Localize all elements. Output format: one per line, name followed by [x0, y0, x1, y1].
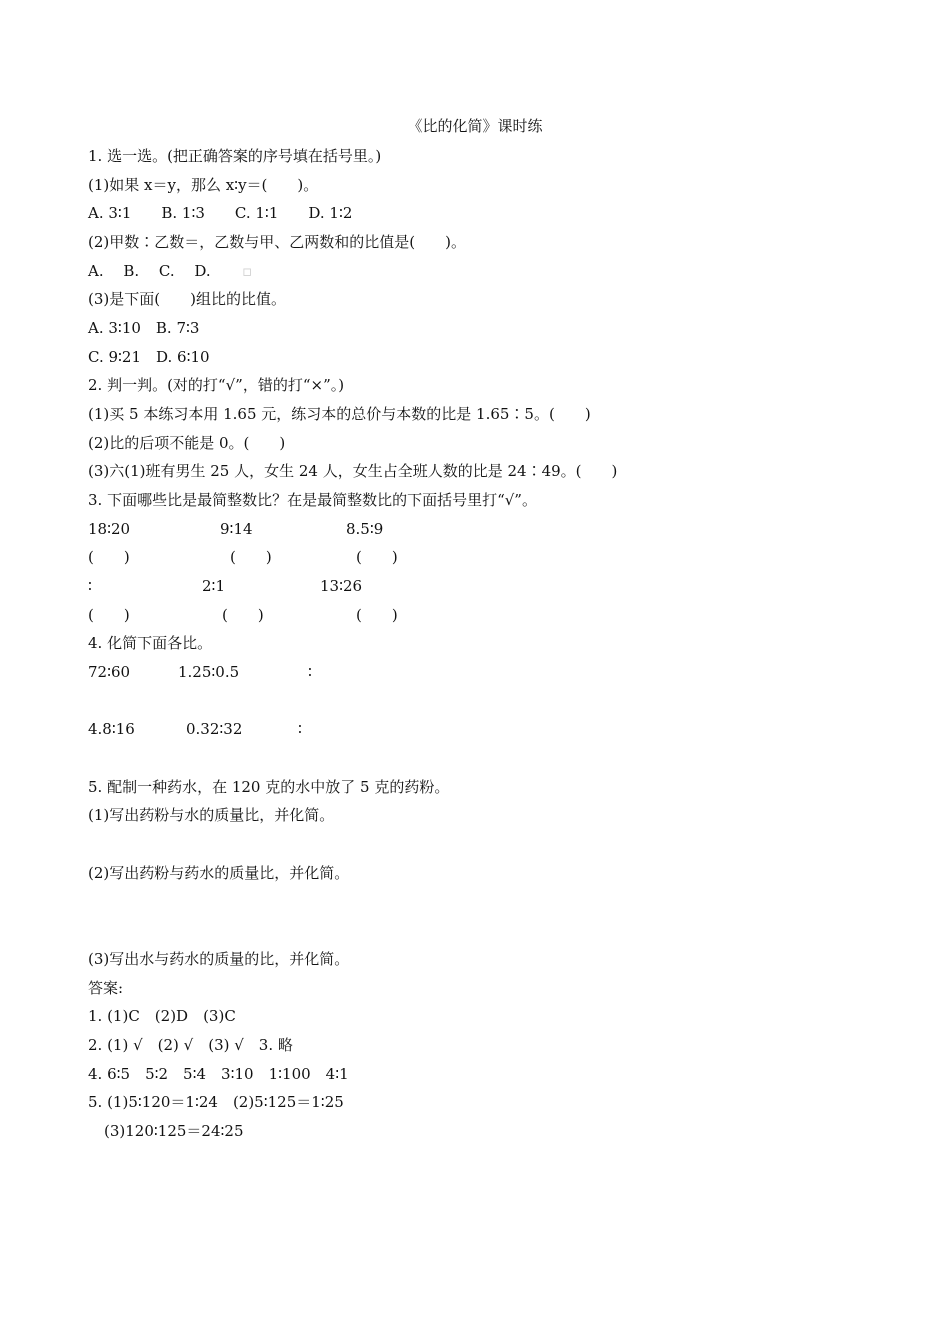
q4-ratio: 1.25∶0.5	[178, 663, 240, 681]
q2-statement2: (2)比的后项不能是 0。( )	[88, 434, 286, 452]
q3-answer-paren: ( )	[356, 606, 398, 624]
q4-ratio: 4.8∶16	[88, 720, 135, 738]
q4-ratio: 0.32∶32	[186, 720, 243, 738]
q3-answer-paren: ( )	[88, 606, 130, 624]
answer-q2-q3: 2. (1) √ (2) √ (3) √ 3. 略	[88, 1036, 293, 1054]
q1-part3-options-ab: A. 3∶10 B. 7∶3	[88, 319, 200, 337]
q1-part1: (1)如果 x＝y，那么 x∶y＝( )。	[88, 176, 319, 194]
q2-heading: 2. 判一判。(对的打“√”，错的打“×”。)	[88, 376, 345, 394]
q3-answer-paren: ( )	[222, 606, 264, 624]
q3-ratio: 9∶14	[220, 520, 253, 538]
q5-part1: (1)写出药粉与水的质量比，并化简。	[88, 806, 335, 824]
q2-statement3: (3)六(1)班有男生 25 人，女生 24 人，女生占全班人数的比是 24∶49。( )	[88, 462, 618, 480]
q3-ratio: 2∶1	[202, 577, 225, 595]
q1-part1-options: A. 3∶1 B. 1∶3 C. 1∶1 D. 1∶2	[88, 204, 353, 222]
q3-ratio: ∶	[88, 577, 92, 595]
faint-mark: ▫	[242, 262, 253, 280]
answer-q4: 4. 6∶5 5∶2 5∶4 3∶10 1∶100 4∶1	[88, 1065, 349, 1083]
q5-part3: (3)写出水与药水的质量的比，并化简。	[88, 950, 350, 968]
q4-ratio: ∶	[298, 720, 302, 738]
q3-ratio: 8.5∶9	[346, 520, 384, 538]
answers-label: 答案:	[88, 979, 124, 997]
q4-ratio: 72∶60	[88, 663, 131, 681]
q4-ratio: ∶	[308, 663, 312, 681]
q3-answer-paren: ( )	[356, 548, 398, 566]
q2-statement1: (1)买 5 本练习本用 1.65 元，练习本的总价与本数的比是 1.65∶5。( )	[88, 405, 591, 423]
q1-part3: (3)是下面( )组比的比值。	[88, 290, 286, 308]
worksheet-title: 《比的化简》课时练	[407, 117, 543, 135]
q1-part2-options: A. B. C. D.	[88, 262, 211, 280]
q3-answer-paren: ( )	[230, 548, 272, 566]
q3-ratio: 13∶26	[320, 577, 363, 595]
q1-part3-options-cd: C. 9∶21 D. 6∶10	[88, 348, 210, 366]
q5-heading: 5. 配制一种药水，在 120 克的水中放了 5 克的药粉。	[88, 778, 450, 796]
q5-part2: (2)写出药粉与药水的质量比，并化简。	[88, 864, 350, 882]
q4-heading: 4. 化简下面各比。	[88, 634, 213, 652]
q3-heading: 3. 下面哪些比是最简整数比？在是最简整数比的下面括号里打“√”。	[88, 491, 537, 509]
q3-ratio: 18∶20	[88, 520, 131, 538]
q1-part2: (2)甲数∶乙数＝，乙数与甲、乙两数和的比值是( )。	[88, 233, 466, 251]
answer-q1: 1. (1)C (2)D (3)C	[88, 1007, 236, 1025]
answer-q5-part3: (3)120∶125＝24∶25	[104, 1122, 244, 1140]
answer-q5: 5. (1)5∶120＝1∶24 (2)5∶125＝1∶25	[88, 1093, 344, 1111]
q1-heading: 1. 选一选。(把正确答案的序号填在括号里。)	[88, 147, 382, 165]
q3-answer-paren: ( )	[88, 548, 130, 566]
